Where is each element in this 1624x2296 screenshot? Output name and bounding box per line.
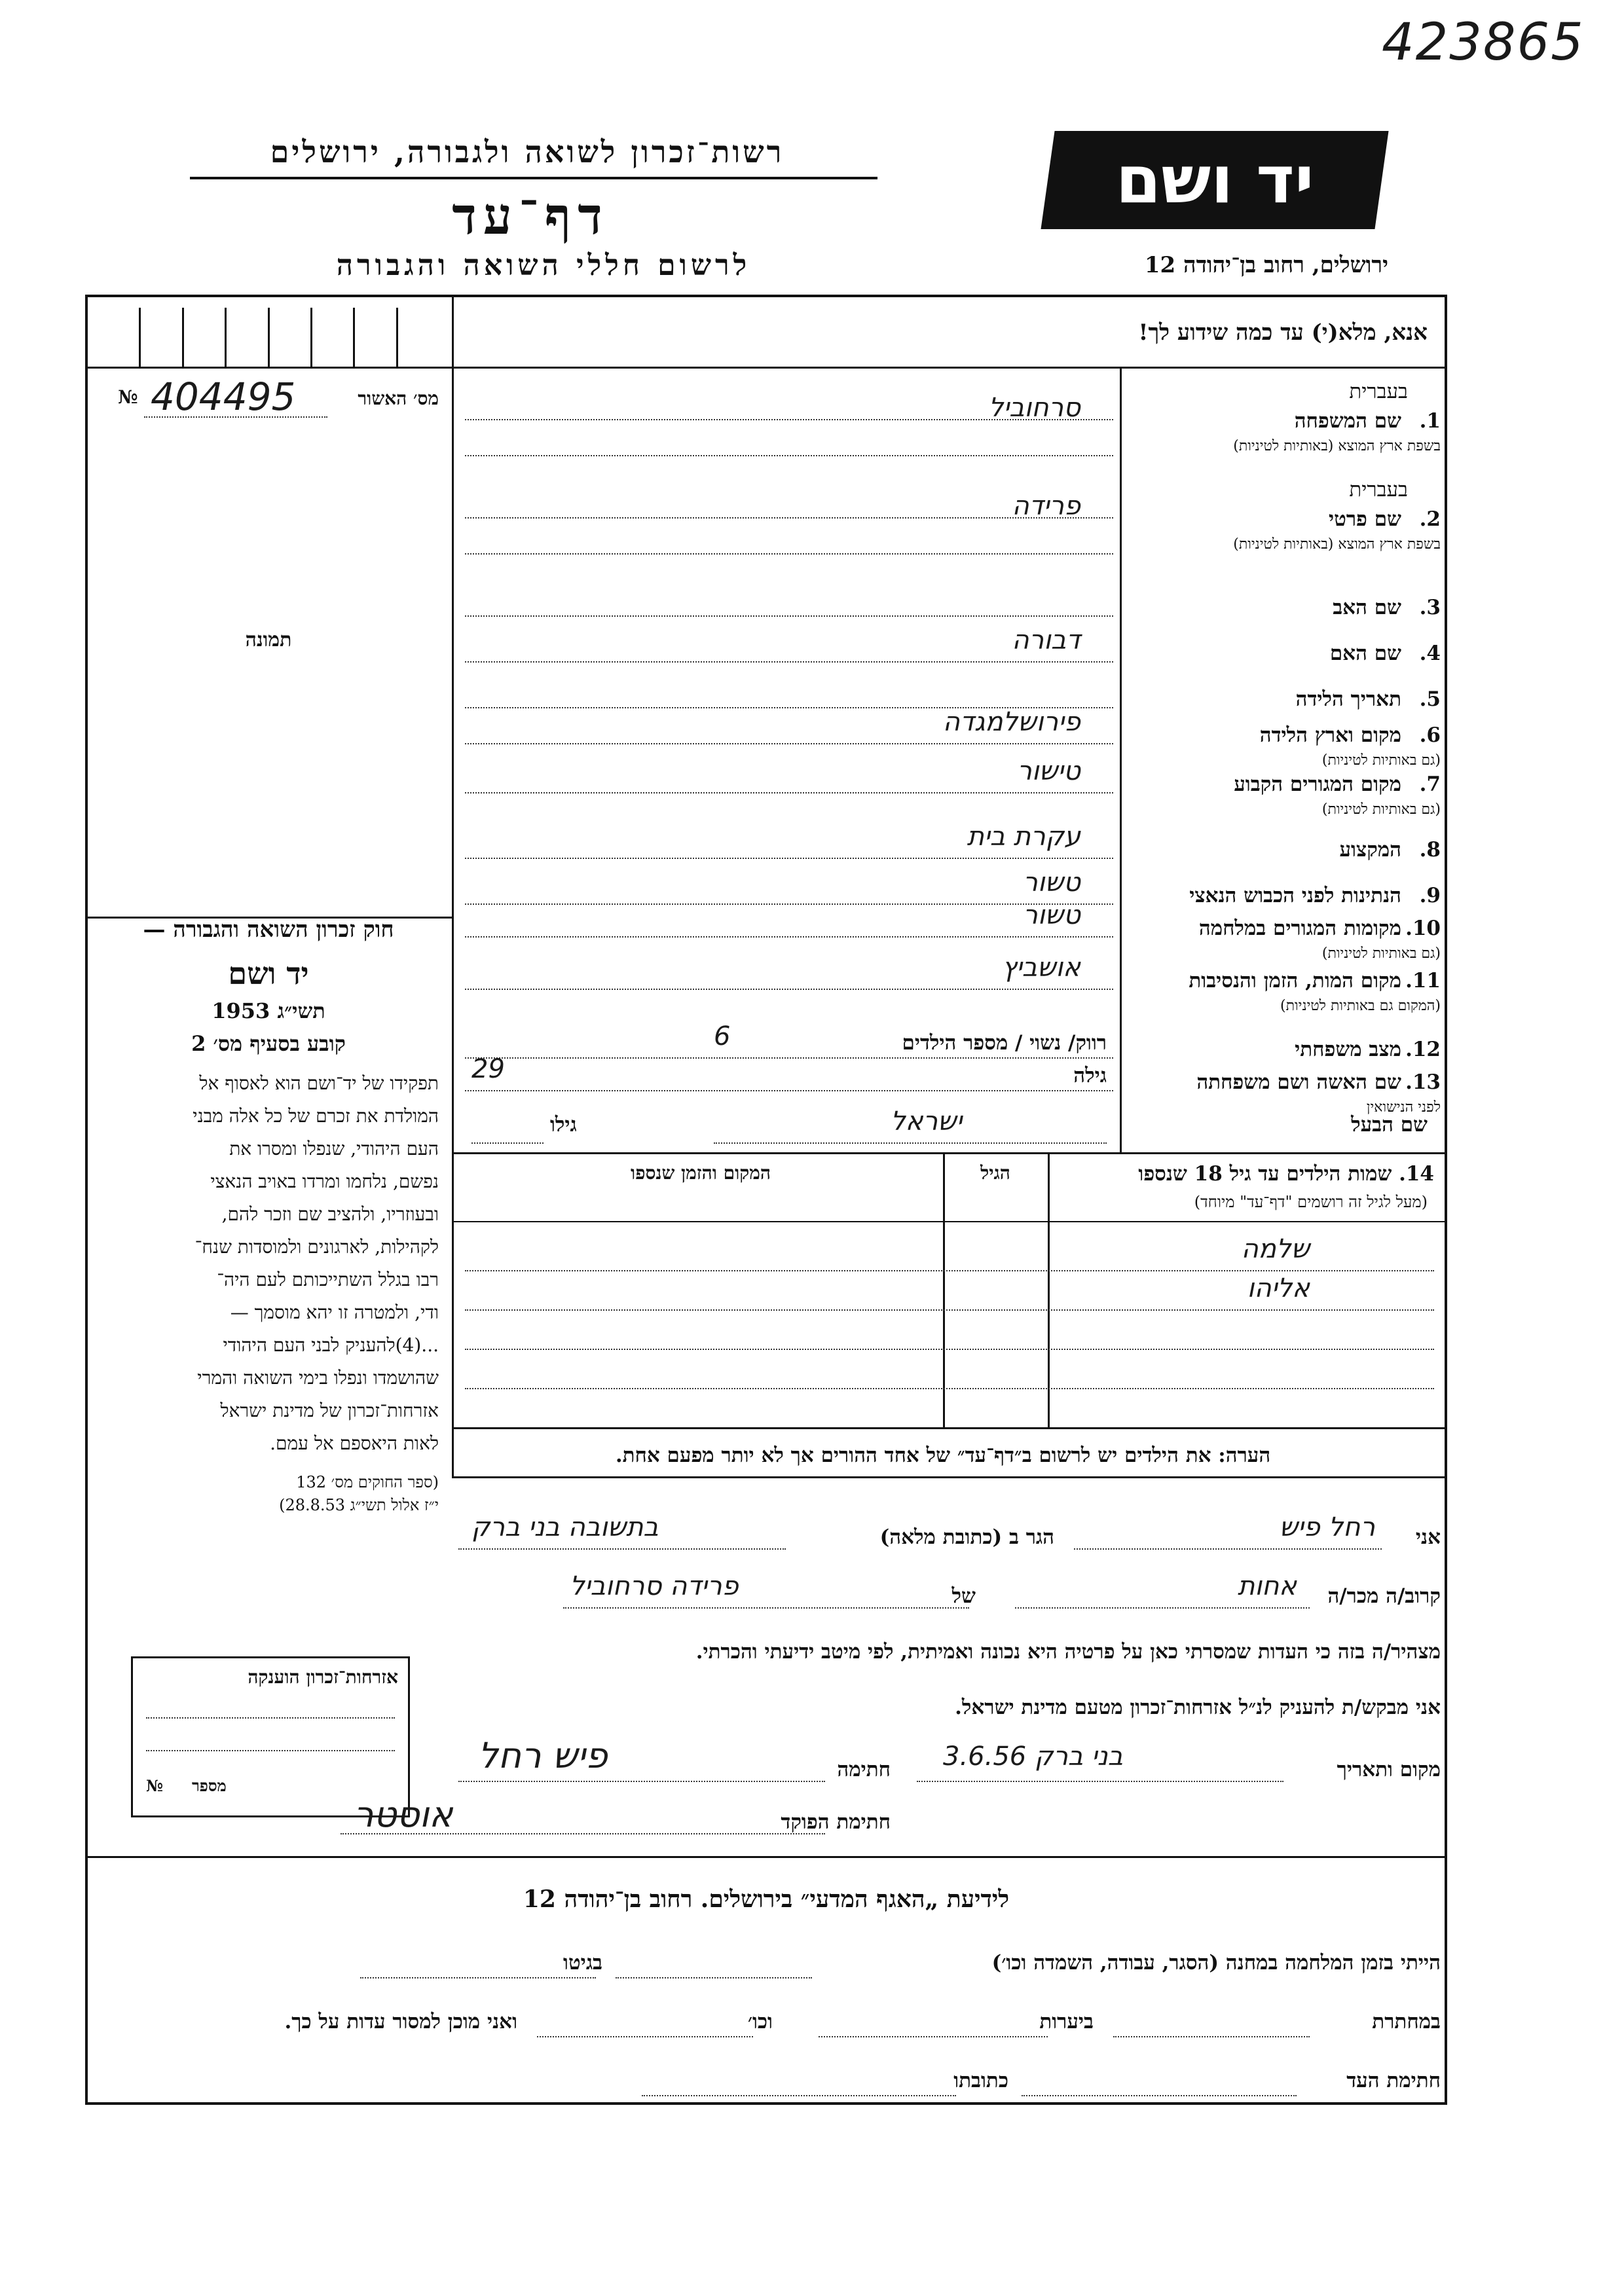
i-label: אני <box>1415 1525 1441 1549</box>
field-label: מקום וארץ הלידה <box>1259 723 1401 747</box>
field-line <box>465 858 1113 859</box>
children-title: 14. שמות הילדים עד גיל 18 שנספו <box>1138 1162 1434 1186</box>
field-number: 1. <box>1419 409 1441 433</box>
field-label: שם האשה ושם משפחתה <box>1196 1070 1401 1094</box>
husband-age-label: גילו <box>550 1113 577 1137</box>
approval-number[interactable]: 404495 <box>151 374 296 419</box>
footer-camp-label: הייתי בזמן המלחמה במחנה (הסגר, עבודה, השמדה וכו׳) <box>991 1951 1441 1975</box>
number-label: מספר <box>192 1776 227 1795</box>
field-hebrew-hint: בעברית <box>1349 478 1408 501</box>
field-line <box>465 903 1113 905</box>
resides-label: הגר ב (כתובת מלאה) <box>879 1525 1054 1549</box>
children-age-header: הגיל <box>980 1162 1010 1184</box>
field-value[interactable]: טשור <box>1023 900 1080 930</box>
husband-label: שם הבעל <box>1351 1113 1428 1137</box>
side-divider <box>452 295 454 1476</box>
officer-signature[interactable]: אוסטר <box>354 1794 453 1835</box>
law-reference-1: (ספר החוקים מס׳ 132 <box>296 1473 439 1491</box>
husband-value[interactable]: ישראל <box>891 1106 963 1137</box>
field-line <box>465 1057 1113 1059</box>
field-value-extra[interactable]: 6 <box>714 1021 731 1051</box>
law-line: לקהילות, לארגונים ולמוסדות שנח־ <box>194 1236 439 1258</box>
place-date-value[interactable]: בני ברק 3.6.56 <box>943 1741 1123 1772</box>
footer-forests-label: ביערות <box>1039 2010 1094 2033</box>
field-value[interactable]: גילה <box>1073 1064 1107 1087</box>
field-hint: בשפת ארץ המוצא (באותיות לטיניות) <box>1233 536 1441 553</box>
approval-field <box>98 374 439 426</box>
signature-label: חתימה <box>837 1758 891 1781</box>
field-label: הנתינות לפני הכבוש הנאצי <box>1189 884 1401 907</box>
law-line: שהושמדו ונפלו בימי השואה והמרי <box>197 1367 439 1389</box>
field-line <box>465 419 1113 420</box>
footer-title: לידיעת „האגף המדעי״ בירושלים. רחוב בן־יהודה 12 <box>523 1886 1010 1913</box>
law-text <box>98 1067 439 1460</box>
law-line: ודי, ולמטרה זו יהא מוסמך — <box>230 1302 439 1323</box>
field-value[interactable]: פרידה <box>1012 491 1080 521</box>
law-reference-2: י״ז אלול תשי״ג 28.8.53) <box>279 1496 439 1514</box>
field-line <box>465 743 1113 744</box>
law-line: העם היהודי, שנפלו ומסרו את <box>229 1138 439 1159</box>
field-number: 11. <box>1405 969 1441 993</box>
victim-value[interactable]: פרידה סרחוביל <box>570 1571 739 1601</box>
field-number: 9. <box>1419 884 1441 907</box>
field-line <box>465 989 1113 990</box>
field-number: 7. <box>1419 773 1441 796</box>
declare-text: מצהיר/ה בזה כי העדות שמסרתי כאן על פרטיה היא נכונה ואמיתית, לפי מיטב ידיעתי והכרתי. <box>695 1640 1441 1664</box>
field-value[interactable]: רווק/ נשוי / מספר הילדים <box>902 1031 1107 1055</box>
field-value[interactable]: דבורה <box>1012 625 1080 655</box>
field-number: 6. <box>1419 723 1441 747</box>
children-top <box>452 1152 1447 1154</box>
citizenship-title: אזרחות־זכרון הוענקה <box>248 1666 398 1688</box>
child-row-line <box>465 1349 1434 1350</box>
form-title: דף־עד <box>452 187 609 246</box>
field-number: 8. <box>1419 838 1441 862</box>
children-subtitle: (מעל לגיל זה רושמים "דף־עד" מיוחד) <box>1194 1193 1428 1211</box>
field-line <box>465 792 1113 793</box>
header-address: ירושלים, רחוב בן־יהודה 12 <box>1144 252 1388 278</box>
note: הערה: את הילדים יש לרשום ב״דף־עד״ של אחד ההורים אך לא יותר מפעם אחת. <box>615 1444 1271 1467</box>
top-divider <box>85 367 1447 369</box>
request-text: אני מבקש/ת להעניק לנ״ל אזרחות־זכרון מטעם מדינת ישראל. <box>955 1696 1441 1719</box>
field-number: 12. <box>1405 1038 1441 1061</box>
field-label: שם האם <box>1329 642 1401 665</box>
field-value[interactable]: סרחוביל <box>988 393 1080 423</box>
field-line-latin <box>465 455 1113 456</box>
field-label: מצב משפחתי <box>1295 1038 1401 1061</box>
authority-name: רשות־זכרון לשואה ולגבורה, ירושלים <box>270 134 784 170</box>
authority-underline <box>190 177 877 179</box>
law-line: ...(4)להעניק לבני העם היהודי <box>223 1334 439 1356</box>
field-hint: (גם באותיות לטיניות) <box>1321 945 1441 962</box>
number-sign-2: № <box>146 1776 164 1795</box>
form-subtitle: לרשום חללי השואה והגבורה <box>336 249 751 282</box>
field-line <box>465 661 1113 663</box>
field-line-latin <box>465 553 1113 555</box>
field-label: שם האב <box>1333 596 1401 619</box>
child-name[interactable]: אליהו <box>1247 1273 1310 1303</box>
of-label: של <box>951 1584 976 1608</box>
field-hint: לפני הנישואין <box>1366 1099 1441 1116</box>
law-year: תשי״ג 1953 <box>212 998 325 1023</box>
top-code-boxes <box>98 308 439 367</box>
footer-top <box>85 1856 1447 1858</box>
label-divider <box>1120 367 1122 1152</box>
note-top <box>452 1427 1447 1429</box>
field-number: 4. <box>1419 642 1441 665</box>
law-line: ובעוזריו, ולהציב שם וזכר להם, <box>221 1203 439 1225</box>
children-place-header: המקום והזמן שנספו <box>631 1162 771 1184</box>
law-line: רבו בגלל השתייכותם לעם היה־ <box>217 1269 439 1290</box>
field-number: 13. <box>1405 1070 1441 1094</box>
field-hint: (גם באותיות לטיניות) <box>1321 801 1441 818</box>
field-label: מקום המות, הזמן והנסיבות <box>1189 969 1401 993</box>
field-value[interactable]: טישור <box>1017 756 1080 786</box>
field-value[interactable]: פירושלמגדה <box>942 707 1080 737</box>
law-title: חוק זכרון השואה והגבורה — <box>143 917 394 943</box>
field-label: המקצוע <box>1339 838 1401 862</box>
note-bottom <box>452 1476 1447 1478</box>
field-label: שם המשפחה <box>1294 409 1401 433</box>
field-label: מקומות המגורים במלחמה <box>1198 917 1401 940</box>
field-label: תאריך הלידה <box>1295 687 1401 711</box>
child-row-line <box>465 1309 1434 1311</box>
footer-underground-label: במחתרת <box>1372 2010 1441 2033</box>
field-value[interactable]: עקרת בית <box>967 822 1080 852</box>
law-line: תפקידו של יד־ושם הוא לאסוף אל <box>199 1072 439 1094</box>
relation-value[interactable]: אחות <box>1237 1571 1297 1601</box>
field-hebrew-hint: בעברית <box>1349 380 1408 403</box>
child-row-line <box>465 1388 1434 1389</box>
law-line: לאות היאספם אל עמם. <box>270 1432 439 1454</box>
field-line <box>465 517 1113 519</box>
law-line: המולדת את זכרם של כל אלה מבני <box>193 1105 439 1127</box>
number-sign: № <box>118 386 138 408</box>
stamp-number: 423865 <box>1382 13 1585 72</box>
witness-address[interactable]: בתשובה בני ברק <box>471 1512 659 1542</box>
approval-label: מס׳ האשור <box>358 388 439 409</box>
field-hint: בשפת ארץ המוצא (באותיות לטיניות) <box>1233 438 1441 454</box>
field-value-extra[interactable]: 29 <box>471 1054 505 1084</box>
field-number: 5. <box>1419 687 1441 711</box>
field-value[interactable]: טשור <box>1023 867 1080 898</box>
witness-name[interactable]: רחל פיש <box>1279 1512 1375 1542</box>
photo-label: תמונה <box>245 629 292 651</box>
field-label: מקום המגורים הקבוע <box>1234 773 1401 796</box>
footer-ready-label: ואני מוכן למסור עדות על כך. <box>284 2010 517 2033</box>
law-line: אזרחות־זכרון של מדינת ישראל <box>220 1400 439 1421</box>
field-number: 3. <box>1419 596 1441 619</box>
signature-value[interactable]: פיש רחל <box>478 1735 608 1776</box>
field-line <box>465 936 1113 938</box>
child-name[interactable]: שלמה <box>1241 1234 1310 1264</box>
field-line <box>465 615 1113 617</box>
footer-etc-label: וכו׳ <box>747 2010 773 2033</box>
field-hint: (גם באותיות לטיניות) <box>1321 752 1441 769</box>
footer-address-label: כתובתו <box>953 2069 1008 2092</box>
law-name: יד ושם <box>228 956 309 991</box>
law-line: נפשם, נלחמו ומרדו באויב הנאצי <box>210 1171 439 1192</box>
footer-witness-signature-label: חתימת העד <box>1346 2069 1441 2092</box>
instructions: אנא, מלא(י) עד כמה שידוע לך! <box>1138 319 1428 346</box>
child-row-line <box>465 1270 1434 1271</box>
children-col-b <box>943 1152 945 1427</box>
field-line <box>465 1090 1113 1091</box>
field-value[interactable]: אושביץ <box>1002 953 1080 983</box>
field-number: 10. <box>1405 917 1441 940</box>
officer-label: חתימת הפוקד <box>781 1810 891 1834</box>
field-number: 2. <box>1419 507 1441 531</box>
field-hint: (המקום גם באותיות לטיניות) <box>1280 998 1441 1014</box>
children-col-a <box>1048 1152 1050 1427</box>
logo-text: יד ושם <box>1115 141 1314 218</box>
children-header-bottom <box>452 1221 1447 1222</box>
relative-label: קרוב/ה מכר/ה <box>1327 1584 1441 1608</box>
law-clause: קובע בסעיף מס׳ 2 <box>191 1031 346 1056</box>
footer-ghetto-label: בגיטו <box>563 1951 602 1975</box>
field-label: שם פרטי <box>1328 507 1401 531</box>
place-date-label: מקום ותאריך <box>1337 1758 1441 1781</box>
